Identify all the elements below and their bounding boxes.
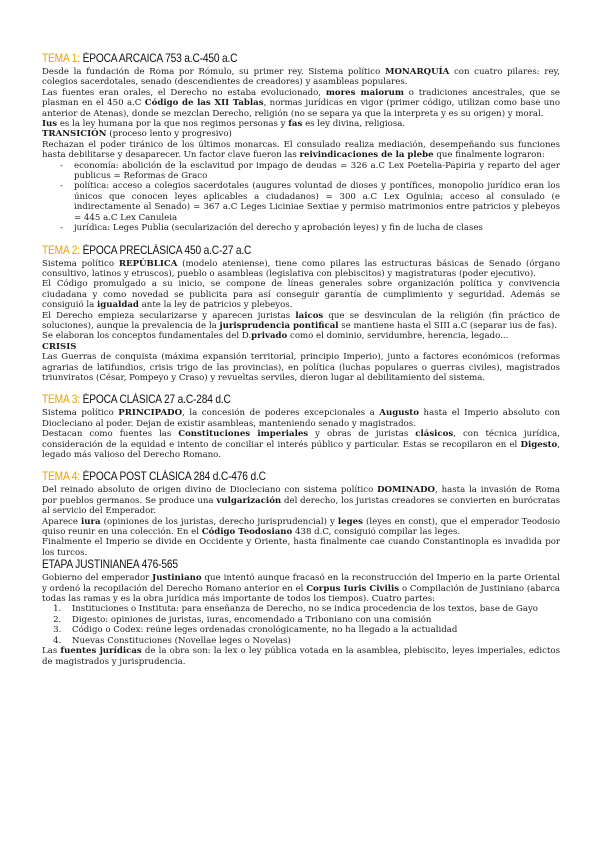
section-justinianea [42, 558, 560, 667]
document-page [42, 52, 560, 667]
paragraph: Sistema político REPÚBLICA (modelo ateniense), tiene como pilares las estructuras básicas de Senado (órgano consultivo, latinos y etruscos), pueblo o asambleas (legislativa con plebiscitos) y magistraturas (poder ejecutivo). [42, 258, 560, 279]
section-tag: TEMA 2: [42, 243, 80, 257]
paragraph: Las fuentes jurídicas de la obra son: la lex o ley pública votada en la asamblea, plebiscito, leyes imperiales, edictos de magistrados y jurisprudencia. [42, 646, 561, 667]
section-title: ETAPA JUSTINIANEA 476-565 [42, 558, 178, 572]
paragraph: El Derecho empieza secularizarse y aparecen juristas laicos que se desvinculan de la religión (fin práctico de soluciones), aunque la prevalencia de la jurisprudencia pontifical se mantiene hasta el SIII a.C (separar ius de fas). [42, 310, 560, 331]
paragraph: Finalmente el Imperio se divide en Occidente y Oriente, hasta finalmente cae cuando Constantinopla es invadida por los turcos. [42, 537, 560, 558]
paragraph: Se elaboran los conceptos fundamentales del D.privado como el dominio, servidumbre, herencia, legado... [42, 331, 509, 342]
paragraph: Aparece iura (opiniones de los juristas, derecho jurisprudencial) y leges (leyes en const), que el emperador Teodosio quiso reunir en una colección. En el Código Teodosiano 438 d.C, consiguió compilar las leges. [42, 516, 560, 538]
list-item: - economía: abolición de la esclavitud por impago de deudas = 326 a.C Lex Poetelia-Papiria y reparto del ager publicus = Reformas de Graco [60, 161, 560, 182]
section-title: ÉPOCA CLÁSICA 27 a.C-284 d.C [82, 393, 231, 407]
paragraph: El Código promulgado a su inicio, se compone de líneas generales sobre organización política y convivencia ciudadana y como novedad se publicita para así conseguir garantía de cumplimiento y seguridad. Además se consiguió la igualdad ante la ley de patricios y plebeyos. [42, 279, 560, 311]
subheading-crisis: CRISIS [42, 341, 77, 352]
section-tema-4 [42, 470, 560, 558]
section-heading [42, 470, 498, 484]
section-title: ÉPOCA POST CLÁSICA 284 d.C-476 d.C [82, 470, 266, 484]
section-tag: TEMA 3: [42, 393, 80, 407]
paragraph: Sistema político PRINCIPADO, la concesión de poderes excepcionales a Augusto hasta el Imperio absoluto con Diocleciano al poder. Dejan de existir asambleas, manteniendo senado y magistrados. [42, 408, 560, 429]
paragraph: Las Guerras de conquista (máxima expansión territorial, principio Imperio), junto a factores económicos (reformas agrarias de latifundios, crisis trigo de las provincias), en política (luchas populares o guerras civiles), magistrados triunviratos (César, Pompeyo y Craso) y revueltas serviles, dieron lugar al debilitamiento del sistema. [42, 352, 560, 383]
section-heading [42, 52, 498, 66]
list-item: 3. Código o Codex: reúne leges ordenadas cronológicamente, no ha llegado a la actualidad [64, 625, 560, 635]
section-title: ÉPOCA ARCAICA 753 a.C-450 a.C [82, 52, 238, 65]
section-tema-3 [42, 393, 560, 460]
dash-list [42, 161, 560, 234]
numbered-list [42, 604, 560, 646]
subheading-transicion: TRANSICIÓN (proceso lento y progresivo) [42, 129, 232, 140]
section-tag: TEMA 1: [42, 52, 80, 65]
section-title: ÉPOCA PRECLÁSICA 450 a.C-27 a.C [82, 243, 252, 257]
section-tema-2 [42, 244, 560, 384]
paragraph: Gobierno del emperador Justiniano que intentó aunque fracasó en la reconstrucción del Imperio en la parte Oriental y ordenó la recopilación del Derecho Romano anterior en el Corpus Iuris Civilis o Compilación de Justiniano (abarca todas las ramas y es la obra jurídica más importante de todos los tiempos). Cuatro partes: [42, 573, 561, 605]
paragraph: Del reinado absoluto de origen divino de Diocleciano con sistema político DOMINADO, hasta la invasión de Roma por pueblos germanos. Se produce una vulgarización del derecho, los juristas creadores se convierten en burócratas al servicio del Emperador. [42, 485, 560, 517]
list-item: 1. Instituciones o Instituta: para enseñanza de Derecho, no se indica procedencia de los textos, base de Gayo [64, 604, 560, 614]
section-heading [42, 244, 498, 258]
section-tag: TEMA 4: [42, 470, 80, 484]
paragraph: Las fuentes eran orales, el Derecho no estaba evolucionado, mores maiorum o tradiciones ancestrales, que se plasman en el 450 a.C Código de las XII Tablas, normas jurídicas en vigor (primer código, utilizan como base uno anterior de Atenas), donde se mezclan Derecho, religión (no se separa ya que la interpreta y es su origen) y moral. [42, 87, 561, 119]
list-item: 2. Digesto: opiniones de juristas, iuras, encomendado a Triboniano con una comisión [64, 615, 560, 625]
section-tema-1 [42, 52, 560, 234]
paragraph: Ius es la ley humana por la que nos regimos personas y fas es ley divina, religiosa. [42, 119, 406, 130]
paragraph: Rechazan el poder tiránico de los últimos monarcas. El consulado realiza mediación, desempeñando sus funciones hasta debilitarse y desaparecer. Un factor clave fueron las reivindicaciones de la plebe que finalmente lograron: [42, 139, 560, 161]
paragraph: Destacan como fuentes las Constituciones imperiales y obras de juristas clásicos, con técnica jurídica, consideración de la equidad e intento de conciliar el interés público y particular. Estas se recopilaron en el Digesto, legado más valioso del Derecho Romano. [42, 429, 560, 460]
list-item: - política: acceso a colegios sacerdotales (augures voluntad de dioses y pontífices, monopolio jurídico eran los únicos que conocen leyes aplicables a ciudadanos) = 300 a.C Lex Ogulnia; acceso al consulado (e indirectamente al Senado) = 367 a.C Leges Liciniae Sextiae y permiso matrimonios entre patricios y plebeyos = 445 a.C Lex Canuleia [60, 181, 560, 223]
paragraph: Desde la fundación de Roma por Rómulo, su primer rey. Sistema político MONARQUÍA con cuatro pilares: rey, colegios sacerdotales, senado (descendientes de creadores) y asambleas populares. [42, 67, 560, 88]
list-item: 4. Nuevas Constituciones (Novellae leges o Novelas) [64, 636, 560, 646]
section-heading [42, 393, 498, 407]
list-item: - jurídica: Leges Publia (secularización del derecho y aprobación leyes) y fin de lucha de clases [60, 223, 560, 233]
